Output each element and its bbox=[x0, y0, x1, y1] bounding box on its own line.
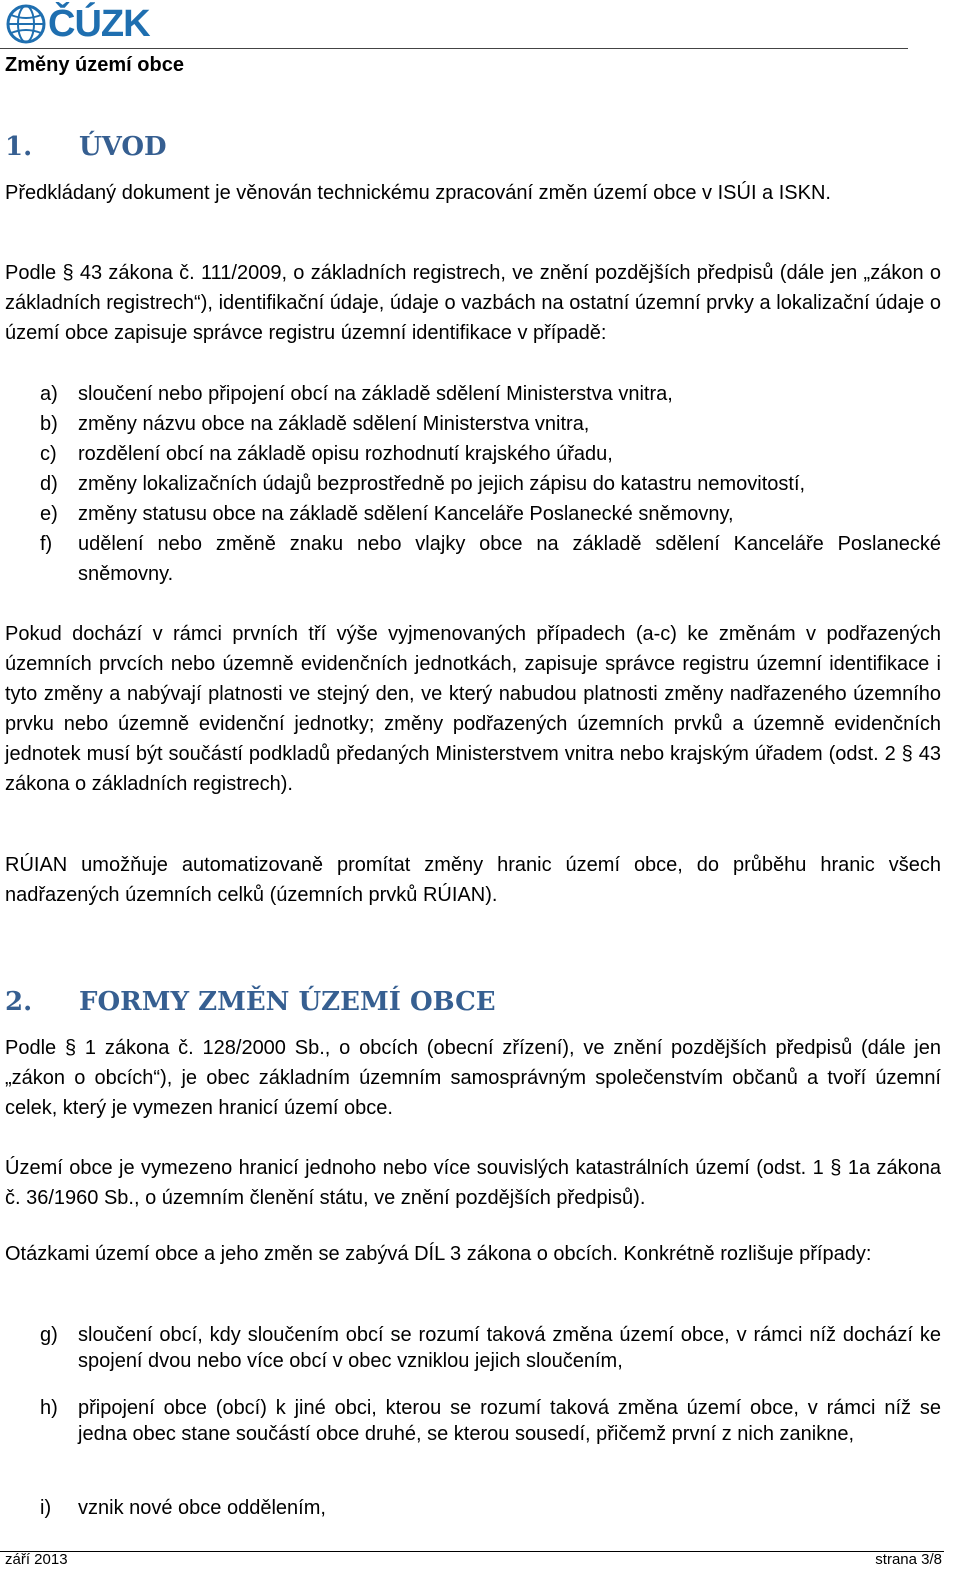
list-item bbox=[40, 409, 941, 439]
uzemi-paragraph: Území obce je vymezeno hranicí jednoho nebo více souvislých katastrálních území (odst. 1 § 1a zákona č. 36/1960 Sb., o územním členění státu, ve znění pozdějších předpisů). bbox=[5, 1157, 941, 1209]
section-2-heading bbox=[5, 986, 496, 1018]
section-1-heading bbox=[5, 131, 167, 163]
list-item-text: udělení nebo změně znaku nebo vlajky obce na základě sdělení Kanceláře Poslanecké sněmovny. bbox=[78, 533, 941, 585]
list-item-label: b) bbox=[40, 413, 58, 435]
section-1-number: 1. bbox=[5, 132, 33, 162]
otazky-paragraph: Otázkami území obce a jeho změn se zabývá DÍL 3 zákona o obcích. Konkrétně rozlišuje případy: bbox=[5, 1243, 872, 1265]
list-item bbox=[40, 499, 941, 529]
list-item-text: připojení obce (obcí) k jiné obci, kterou se rozumí taková změna území obce, v rámci níž se jedna obec stane součástí obce druhé, se kterou sousedí, přičemž první z nich zanikne, bbox=[78, 1397, 941, 1445]
list-item-text: rozdělení obcí na základě opisu rozhodnutí krajského úřadu, bbox=[78, 443, 613, 465]
list-item bbox=[40, 1322, 941, 1374]
globe-icon bbox=[6, 4, 46, 44]
list-item-text: změny lokalizačních údajů bezprostředně po jejich zápisu do katastru nemovitostí, bbox=[78, 473, 806, 495]
list-item bbox=[40, 1495, 941, 1521]
intro-paragraph: Předkládaný dokument je věnován technickému zpracování změn území obce v ISÚI a ISKN. bbox=[5, 182, 831, 204]
list-item-text: změny názvu obce na základě sdělení Ministerstva vnitra, bbox=[78, 413, 590, 435]
section-2-number: 2. bbox=[5, 987, 33, 1017]
footer-divider bbox=[0, 1551, 944, 1552]
list-item-label: a) bbox=[40, 383, 58, 405]
section-2-title: FORMY ZMĚN ÚZEMÍ OBCE bbox=[79, 987, 496, 1017]
obec-paragraph: Podle § 1 zákona č. 128/2000 Sb., o obcích (obecní zřízení), ve znění pozdějších předpisů (dále jen „zákon o obcích“), je obec základním územním samosprávným společenstvím občanů a tvoří územní celek, který je vymezen hranicí území obce. bbox=[5, 1037, 941, 1119]
list-item-label: c) bbox=[40, 443, 57, 465]
list-item-text: změny statusu obce na základě sdělení Kanceláře Poslanecké sněmovny, bbox=[78, 503, 734, 525]
list-item-label: e) bbox=[40, 503, 58, 525]
list-item-label: d) bbox=[40, 473, 58, 495]
list-item-label: h) bbox=[40, 1397, 58, 1419]
list-item bbox=[40, 439, 941, 469]
cuzk-logo bbox=[6, 2, 150, 46]
list-item-label: f) bbox=[40, 533, 53, 555]
list-item bbox=[40, 1395, 941, 1447]
list-item bbox=[40, 379, 941, 409]
list-item bbox=[40, 469, 941, 499]
list-item-text: sloučení obcí, kdy sloučením obcí se rozumí taková změna území obce, v rámci níž dochází ke spojení dvou nebo více obcí v obec vzniklou jejich sloučením, bbox=[78, 1324, 941, 1372]
pokud-paragraph: Pokud dochází v rámci prvních tří výše vyjmenovaných případech (a-c) ke změnám v podřazených územních prvcích nebo územně evidenčních jednotkách, zapisuje správce registru územní identifikace i tyto změny a nabývají platnosti ve stejný den, ve který nabudou platnosti změny nadřazeného územního prvku nebo územně evidenční jednotky; změny podřazených územních prvků a územně evidenčních jednotek musí být součástí podkladů předaných Ministerstvem vnitra nebo krajským úřadem (odst. 2 § 43 zákona o základních registrech). bbox=[5, 623, 941, 795]
list-item-label: g) bbox=[40, 1324, 58, 1346]
footer-date: září 2013 bbox=[5, 1551, 68, 1568]
document-title: Změny území obce bbox=[5, 54, 184, 76]
ruian-paragraph: RÚIAN umožňuje automatizovaně promítat změny hranic území obce, do průběhu hranic všech nadřazených územních celků (územních prvků RÚIAN). bbox=[5, 854, 941, 906]
footer-page-number: strana 3/8 bbox=[875, 1551, 942, 1568]
list-item-text: sloučení nebo připojení obcí na základě sdělení Ministerstva vnitra, bbox=[78, 383, 673, 405]
law-paragraph: Podle § 43 zákona č. 111/2009, o základních registrech, ve znění pozdějších předpisů (dále jen „zákon o základních registrech“), identifikační údaje, údaje o vazbách na ostatní územní prvky a lokalizační údaje o území obce zapisuje správce registru územní identifikace v případě: bbox=[5, 262, 941, 344]
section-1-title: ÚVOD bbox=[79, 132, 167, 162]
logo-text: ČÚZK bbox=[48, 3, 150, 45]
list-item bbox=[40, 529, 941, 589]
header-divider bbox=[0, 48, 908, 49]
list-item-text: vznik nové obce oddělením, bbox=[78, 1497, 326, 1519]
list-item-label: i) bbox=[40, 1497, 52, 1519]
